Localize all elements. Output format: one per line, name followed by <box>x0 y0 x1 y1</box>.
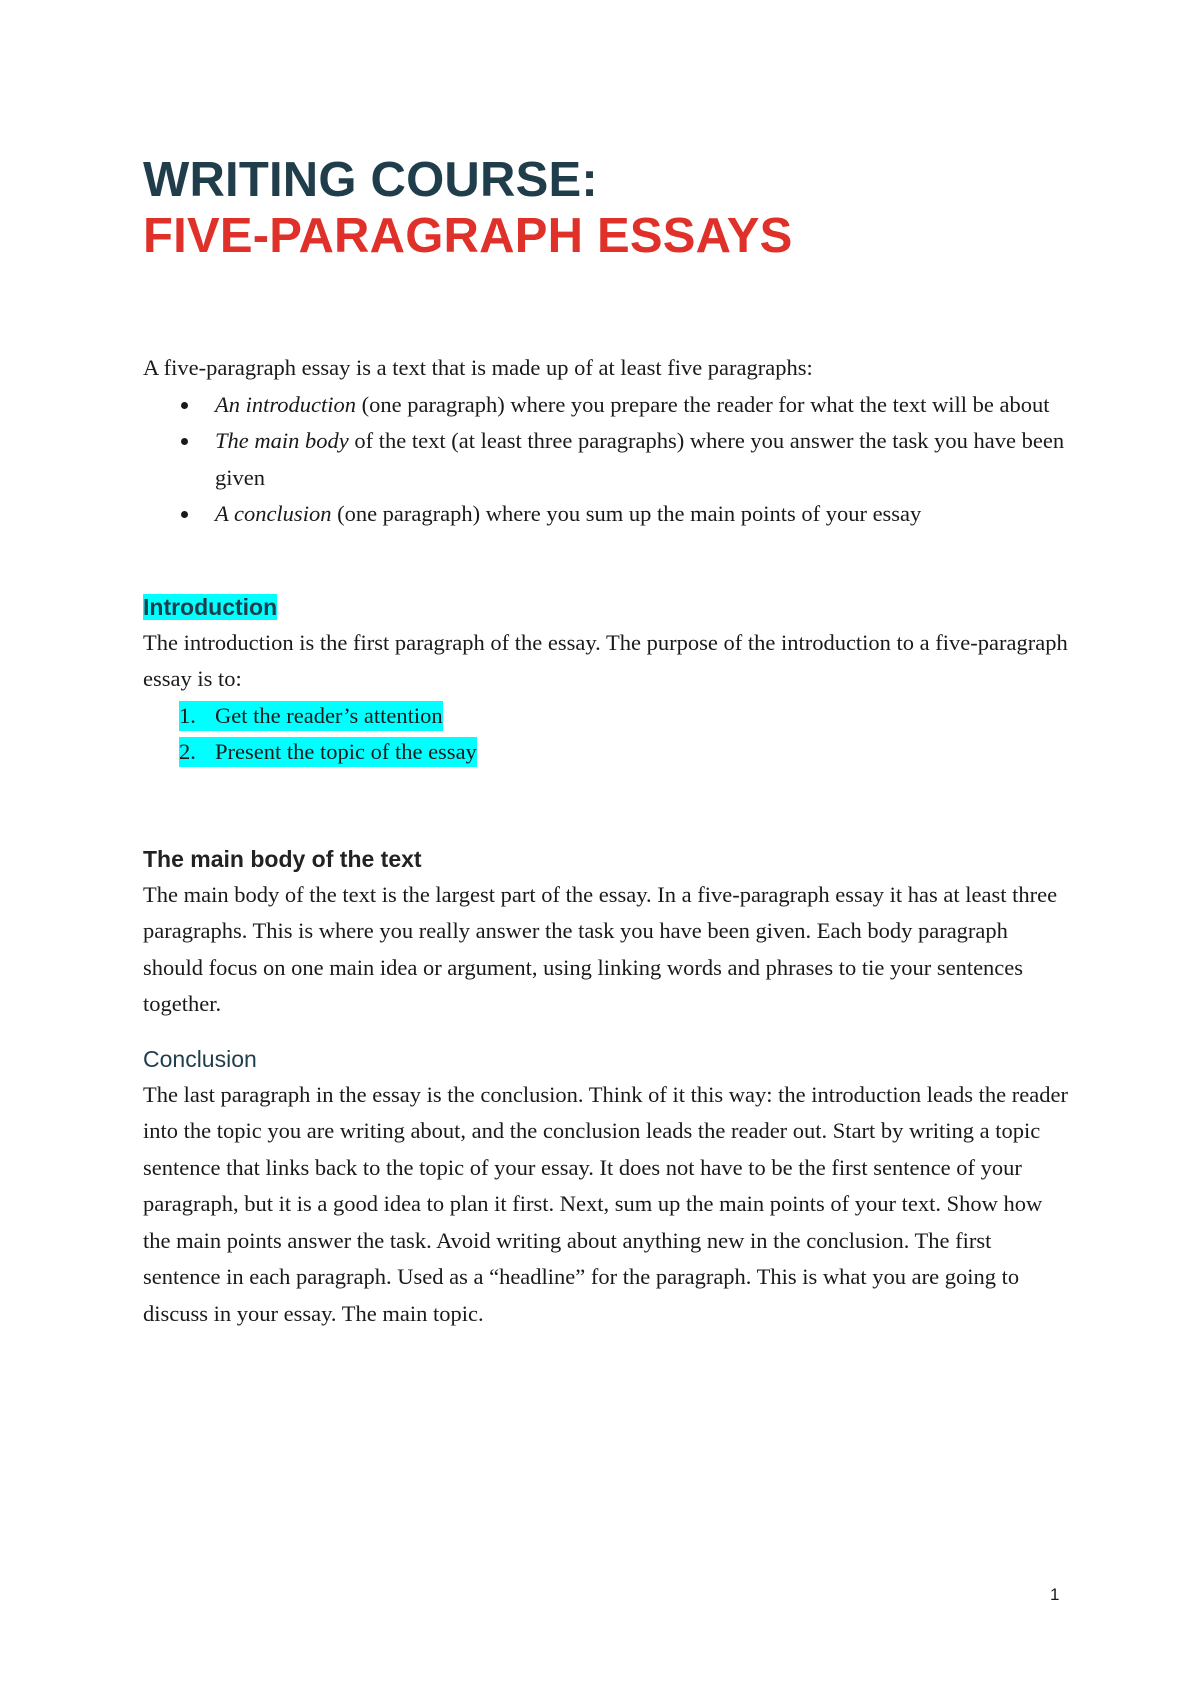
conclusion-heading: Conclusion <box>143 1045 257 1072</box>
list-item <box>143 423 1073 496</box>
list-item <box>143 387 1073 424</box>
introduction-heading <box>143 589 1073 625</box>
step-text: Get the reader’s attention <box>215 702 443 728</box>
step-text: Present the topic of the essay <box>215 739 477 764</box>
introduction-steps-list <box>143 698 1073 771</box>
list-item-text: (one paragraph) where you sum up the main points of your essay <box>331 501 922 526</box>
list-item-term: The main body <box>215 428 349 453</box>
step-number: 1. <box>179 702 196 728</box>
main-body-paragraph: The main body of the text is the largest part of the essay. In a five-paragraph essay it has at least three paragraphs. This is where you really answer the task you have been given. Each body paragraph should focus on one main idea or argument, using linking words and phrases to tie your sentences together. <box>143 881 1058 1016</box>
list-item <box>143 734 1073 771</box>
page-content <box>143 152 1073 1332</box>
list-item-term: A conclusion <box>215 501 332 526</box>
introduction-paragraph: The introduction is the first paragraph of the essay. The purpose of the introduction to a five-paragraph essay is to: <box>143 629 1068 691</box>
highlighted-step <box>179 701 443 731</box>
title-line-1: WRITING COURSE: <box>143 153 598 207</box>
title-line-2: FIVE-PARAGRAPH ESSAYS <box>143 209 793 263</box>
essay-parts-list <box>143 387 1073 533</box>
bullet-icon <box>181 402 188 409</box>
list-item <box>143 496 1073 533</box>
main-body-heading: The main body of the text <box>143 845 422 872</box>
highlighted-step <box>179 737 477 767</box>
bullet-icon <box>181 511 188 518</box>
list-item-term: An introduction <box>215 391 357 417</box>
list-item <box>143 698 1073 735</box>
list-item-text: of the text (at least three paragraphs) where you answer the task you have been given <box>215 428 1065 490</box>
introduction-heading-text: Introduction <box>143 593 278 620</box>
step-number: 2. <box>179 739 196 764</box>
document-title <box>143 152 1073 264</box>
page-number: 1 <box>1050 1585 1060 1604</box>
list-item-text: (one paragraph) where you prepare the reader for what the text will be about <box>356 391 1050 417</box>
bullet-icon <box>181 438 188 445</box>
conclusion-paragraph: The last paragraph in the essay is the conclusion. Think of it this way: the introduction leads the reader into the topic you are writing about, and the conclusion leads the reader out. Start by writing a topic sentence that links back to the topic of your essay. It does not have to be the first sentence of your paragraph, but it is a good idea to plan it first. Next, sum up the main points of your text. Show how the main points answer the task. Avoid writing about anything new in the conclusion. The first sentence in each paragraph. Used as a “headline” for the paragraph. This is what you are going to discuss in your essay. The main topic. <box>143 1081 1068 1326</box>
intro-paragraph: A five-paragraph essay is a text that is made up of at least five paragraphs: <box>143 355 813 380</box>
